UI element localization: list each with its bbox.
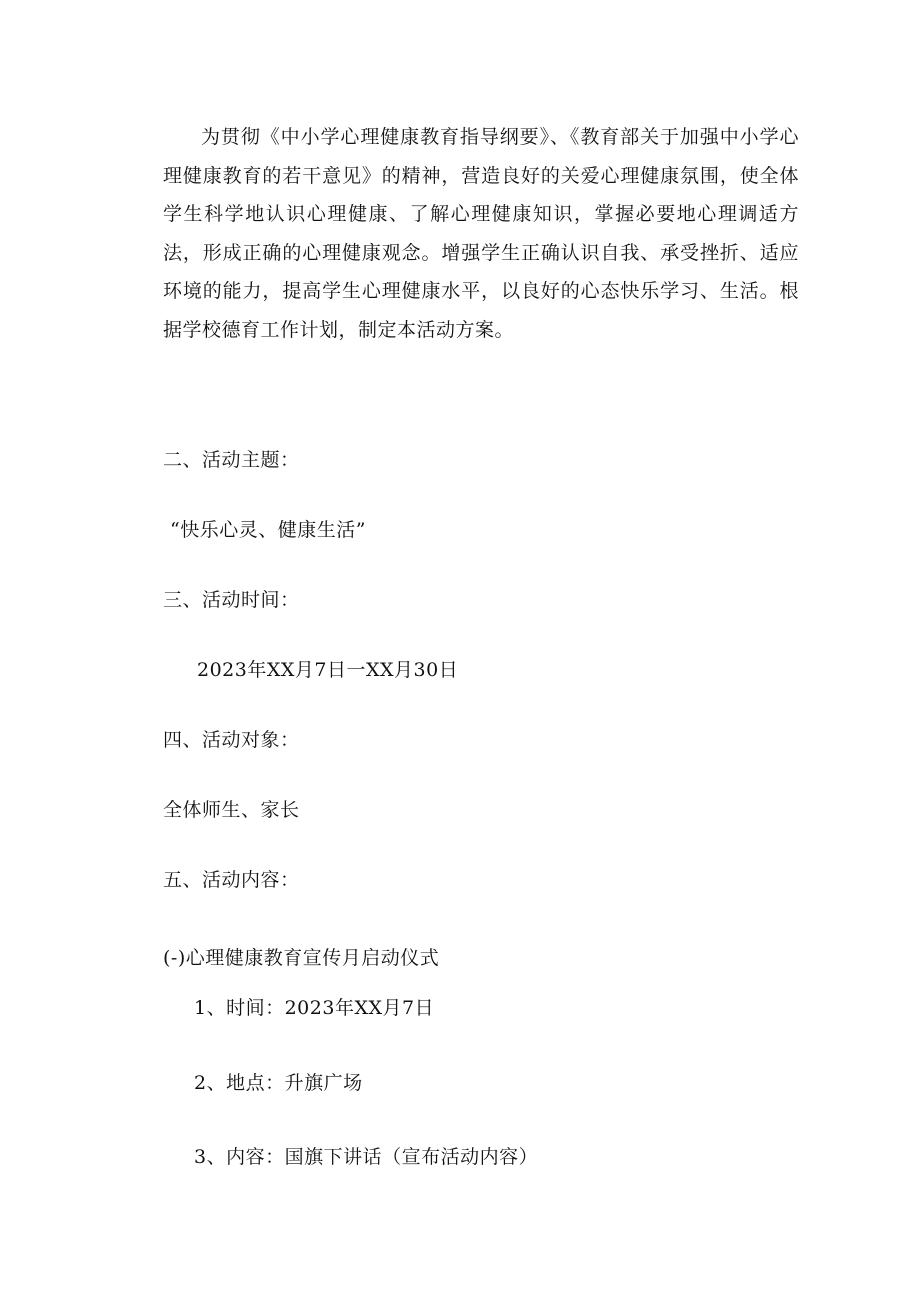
intro-paragraph: 为贯彻《中小学心理健康教育指导纲要》、《教育部关于加强中小学心理健康教育的若干意见》的精神，营造良好的关爱心理健康氛围，使全体学生科学地认识心理健康、了解心理健康知识，掌握必要地心理调适方法，形成正确的心理健康观念。增强学生正确认识自我、承受挫折、适应环境的能力，提高学生心理健康水平，以良好的心态快乐学习、生活。根据学校德育工作计划，制定本活动方案。	[163, 126, 799, 341]
content-heading: 五、活动内容：	[163, 869, 300, 891]
theme-heading: 二、活动主题：	[163, 449, 300, 471]
list-item: 3、内容：国旗下讲话（宣布活动内容）	[194, 1146, 539, 1168]
time-heading: 三、活动时间：	[163, 589, 300, 611]
list-item: 2、地点：升旗广场	[194, 1072, 363, 1094]
sub-heading: (-)心理健康教育宣传月启动仪式	[163, 947, 440, 969]
audience-value: 全体师生、家长	[163, 799, 300, 821]
theme-value: “快乐心灵、健康生活”	[170, 519, 366, 541]
time-value: 2023年XX月7日一XX月30日	[197, 659, 459, 681]
list-item: 1、时间：2023年XX月7日	[194, 997, 435, 1019]
audience-heading: 四、活动对象：	[163, 729, 300, 751]
